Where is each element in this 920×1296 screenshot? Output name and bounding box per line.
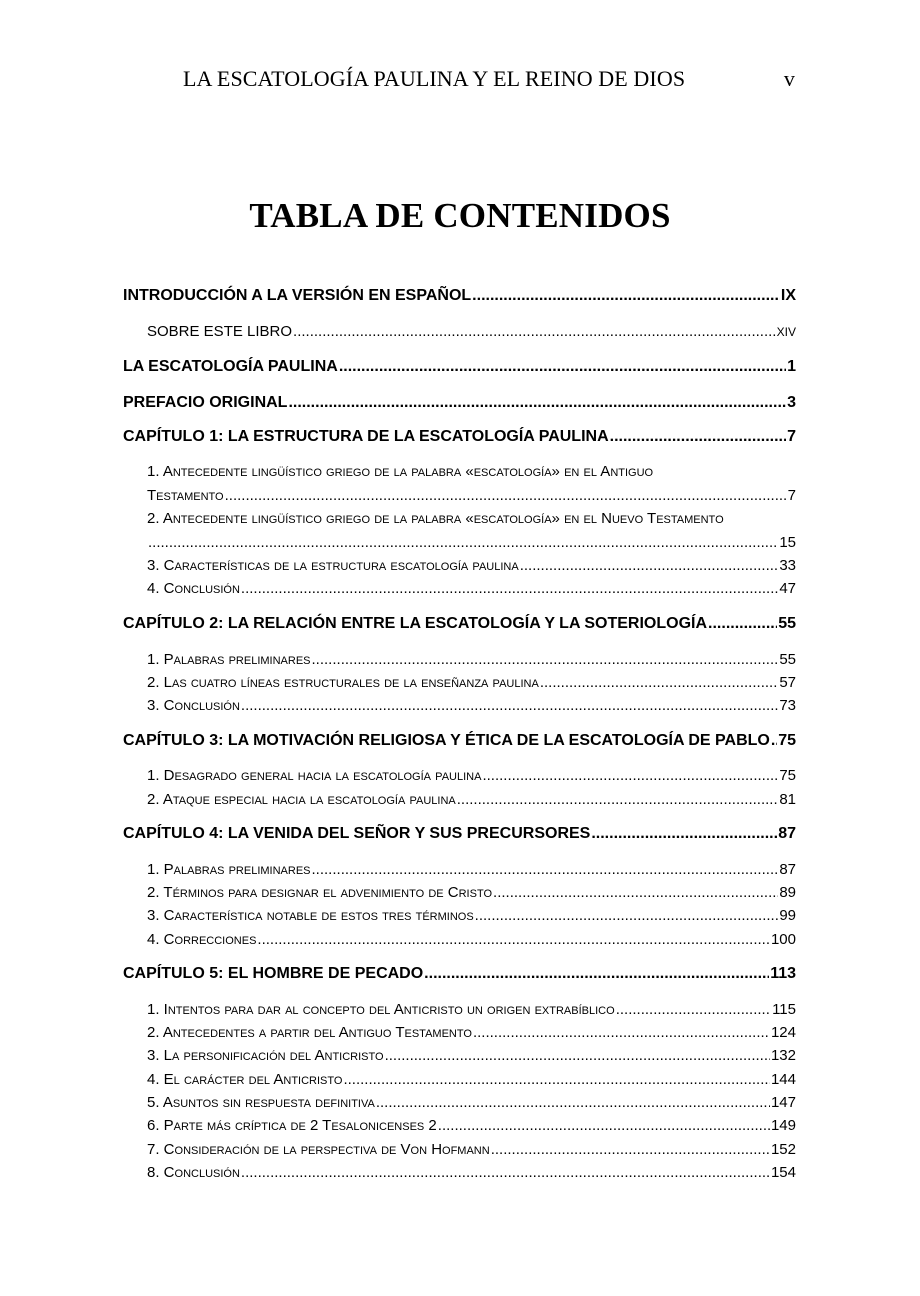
toc-entry-label: CAPÍTULO 1: LA ESTRUCTURA DE LA ESCATOLOGÍA PAULINA: [123, 428, 609, 445]
toc-leader-dots: [225, 487, 787, 504]
toc-entry-label: 4. Conclusión: [147, 580, 240, 597]
toc-leader-dots: [385, 1047, 770, 1064]
toc-leader-dots: [241, 580, 778, 597]
toc-leader-dots: [473, 1024, 770, 1041]
toc-entry-1-3[interactable]: [147, 557, 796, 574]
toc-entry-label: 3. Característica notable de estos tres términos: [147, 907, 474, 924]
toc-leader-dots: [520, 557, 779, 574]
toc-entry-label: Testamento: [147, 487, 224, 504]
toc-entry-1-1-line1: 1. Antecedente lingüístico griego de la palabra «escatología» en el Antiguo: [147, 463, 654, 480]
toc-entry-label: 2. Ataque especial hacia la escatología paulina: [147, 791, 456, 808]
toc-entry-escatologia-paulina[interactable]: [123, 358, 796, 376]
toc-entry-page: 144: [770, 1071, 796, 1088]
toc-entry-4-1[interactable]: [147, 861, 796, 878]
toc-entry-4-4[interactable]: [147, 931, 796, 948]
toc-leader-dots: [610, 428, 786, 446]
toc-entry-5-7[interactable]: [147, 1141, 796, 1158]
toc-leader-dots: [540, 674, 779, 691]
toc-entry-2-1[interactable]: [147, 651, 796, 668]
toc-leader-dots: [241, 697, 778, 714]
toc-entry-5-3[interactable]: [147, 1047, 796, 1064]
toc-entry-page: 99: [779, 907, 796, 924]
toc-entry-page: 3: [787, 394, 796, 411]
toc-leader-dots: [438, 1117, 770, 1134]
toc-leader-dots: [376, 1094, 770, 1111]
toc-entry-3-1[interactable]: [147, 767, 796, 784]
toc-entry-page: 33: [779, 557, 796, 574]
toc-leader-dots: [771, 732, 777, 750]
running-title: LA ESCATOLOGÍA PAULINA Y EL REINO DE DIOS: [183, 66, 686, 91]
toc-entry-2-2[interactable]: [147, 674, 796, 691]
toc-entry-capitulo-2[interactable]: [123, 615, 796, 633]
toc-entry-capitulo-5[interactable]: [123, 965, 796, 983]
toc-leader-dots: [343, 1071, 770, 1088]
toc-leader-dots: [472, 287, 780, 305]
toc-entry-5-4[interactable]: [147, 1071, 796, 1088]
toc-entry-label: LA ESCATOLOGÍA PAULINA: [123, 358, 338, 375]
toc-entry-1-2[interactable]: [147, 534, 796, 551]
toc-entry-introduccion[interactable]: [123, 287, 796, 305]
toc-entry-label: 2. Las cuatro líneas estructurales de la enseñanza paulina: [147, 674, 539, 691]
toc-entry-5-5[interactable]: [147, 1094, 796, 1111]
toc-entry-label: 1. Palabras preliminares: [147, 651, 311, 668]
toc-entry-page: 87: [779, 861, 796, 878]
toc-entry-label: CAPÍTULO 4: LA VENIDA DEL SEÑOR Y SUS PRECURSORES: [123, 825, 591, 842]
page-number: v: [783, 66, 795, 91]
toc-leader-dots: [491, 1141, 770, 1158]
toc-entry-5-8[interactable]: [147, 1164, 796, 1181]
toc-entry-page: 7: [787, 487, 796, 504]
toc-leader-dots: [241, 1164, 770, 1181]
toc-entry-sobre-este-libro[interactable]: [147, 323, 796, 340]
toc-entry-label: 3. La personificación del Anticristo: [147, 1047, 384, 1064]
toc-entry-4-2[interactable]: [147, 884, 796, 901]
toc-entry-page: 147: [770, 1094, 796, 1111]
toc-leader-dots: [257, 931, 770, 948]
toc-entry-5-2[interactable]: [147, 1024, 796, 1041]
toc-entry-page: 115: [772, 1001, 796, 1018]
toc-entry-label: CAPÍTULO 5: EL HOMBRE DE PECADO: [123, 965, 424, 982]
toc-entry-3-2[interactable]: [147, 791, 796, 808]
toc-leader-dots: [708, 615, 777, 633]
toc-leader-dots: [482, 767, 778, 784]
toc-leader-dots: [148, 534, 778, 551]
toc-entry-2-3[interactable]: [147, 697, 796, 714]
toc-entry-label: 6. Parte más críptica de 2 Tesalonicenses 2: [147, 1117, 437, 1134]
toc-leader-dots: [475, 907, 779, 924]
toc-entry-label: CAPÍTULO 2: LA RELACIÓN ENTRE LA ESCATOLOGÍA Y LA SOTERIOLOGÍA: [123, 615, 708, 632]
toc-entry-prefacio-original[interactable]: [123, 394, 796, 412]
toc-entry-page: 89: [779, 884, 796, 901]
toc-entry-page: 1: [787, 358, 796, 375]
toc-entry-label: 5. Asuntos sin respuesta definitiva: [147, 1094, 375, 1111]
toc-leader-dots: [457, 791, 779, 808]
toc-entry-5-6[interactable]: [147, 1117, 796, 1134]
toc-entry-1-2-line1: 2. Antecedente lingüístico griego de la palabra «escatología» en el Nuevo Testamento: [147, 510, 724, 527]
toc-entry-page: XIV: [776, 325, 796, 339]
toc-entry-capitulo-1[interactable]: [123, 428, 796, 446]
toc-entry-5-1[interactable]: [147, 1001, 796, 1018]
toc-entry-page: 55: [778, 615, 796, 632]
toc-entry-page: 81: [779, 791, 796, 808]
toc-entry-page: 154: [770, 1164, 796, 1181]
toc-entry-label: CAPÍTULO 3: LA MOTIVACIÓN RELIGIOSA Y ÉTICA DE LA ESCATOLOGÍA DE PABLO: [123, 732, 770, 749]
toc-entry-page: 47: [779, 580, 796, 597]
toc-entry-page: 132: [770, 1047, 796, 1064]
toc-entry-page: IX: [780, 287, 796, 304]
running-header: [183, 66, 795, 92]
toc-leader-dots: [591, 825, 777, 843]
toc-entry-label: 7. Consideración de la perspectiva de Von Hofmann: [147, 1141, 490, 1158]
toc-entry-page: 7: [787, 428, 796, 445]
toc-entry-4-3[interactable]: [147, 907, 796, 924]
toc-leader-dots: [616, 1001, 771, 1018]
toc-entry-label: 8. Conclusión: [147, 1164, 240, 1181]
toc-leader-dots: [312, 861, 779, 878]
toc-entry-page: 75: [779, 767, 796, 784]
toc-leader-dots: [293, 323, 776, 340]
toc-entry-page: 100: [770, 931, 796, 948]
toc-entry-capitulo-3[interactable]: [123, 732, 796, 750]
toc-entry-label: 2. Antecedentes a partir del Antiguo Testamento: [147, 1024, 472, 1041]
toc-entry-1-1[interactable]: [147, 487, 796, 504]
toc-entry-page: 75: [778, 732, 796, 749]
toc-entry-page: 124: [770, 1024, 796, 1041]
toc-entry-page: 57: [779, 674, 796, 691]
toc-entry-page: 87: [778, 825, 796, 842]
toc-entry-label: 1. Palabras preliminares: [147, 861, 311, 878]
toc-leader-dots: [493, 884, 778, 901]
toc-leader-dots: [288, 394, 786, 412]
toc-leader-dots: [312, 651, 779, 668]
toc-entry-label: 2. Términos para designar el advenimiento de Cristo: [147, 884, 493, 901]
toc-entry-label: 1. Desagrado general hacia la escatología paulina: [147, 767, 482, 784]
toc-entry-page: 149: [770, 1117, 796, 1134]
toc-entry-capitulo-4[interactable]: [123, 825, 796, 843]
toc-entry-label: SOBRE ESTE LIBRO: [147, 323, 293, 340]
toc-entry-page: 15: [779, 534, 796, 551]
toc-entry-label: 4. Correcciones: [147, 931, 257, 948]
toc-entry-label: 1. Intentos para dar al concepto del Anticristo un origen extrabíblico: [147, 1001, 615, 1018]
toc-entry-1-4[interactable]: [147, 580, 796, 597]
toc-entry-label: 3. Características de la estructura escatología paulina: [147, 557, 519, 574]
toc-entry-page: 55: [779, 651, 796, 668]
toc-leader-dots: [339, 358, 786, 376]
toc-entry-page: 73: [779, 697, 796, 714]
toc-entry-label: PREFACIO ORIGINAL: [123, 394, 288, 411]
toc-entry-label: 4. El carácter del Anticristo: [147, 1071, 343, 1088]
toc-entry-label: INTRODUCCIÓN A LA VERSIÓN EN ESPAÑOL: [123, 287, 472, 304]
toc-entry-label: 3. Conclusión: [147, 697, 240, 714]
page-title: TABLA DE CONTENIDOS: [249, 196, 671, 235]
toc-entry-page: 113: [770, 965, 796, 982]
toc-entry-page: 152: [770, 1141, 796, 1158]
toc-leader-dots: [424, 965, 769, 983]
